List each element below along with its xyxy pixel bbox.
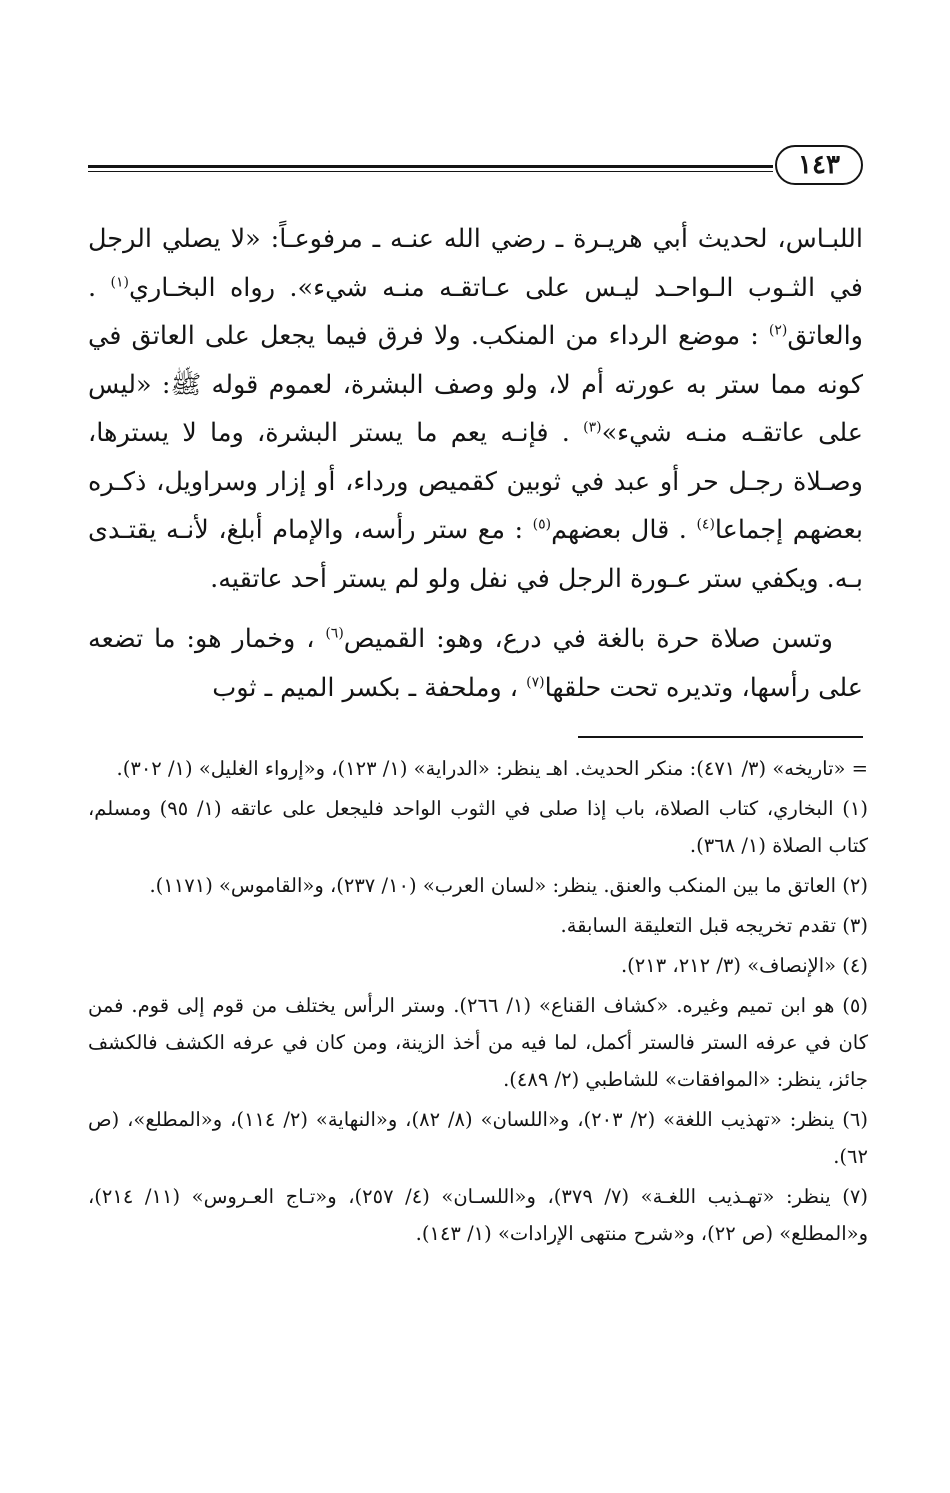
footnotes [88,750,868,1255]
main-text [88,215,863,712]
text-segment: . والعاتق [88,272,863,351]
text-segment: . فإنـه يعم ما يستر البشرة، وما لا يسترها، وصـلاة رجـل حر أو عبد في ثوبين كقميص ورداء، أو إزار وسراويل، ذكـره بعضهم إجماعا [88,418,863,545]
text-segment: : مع ستر رأسه، والإمام أبلغ، لأنـه يقتـدى بـه. ويكفي ستر عـورة الرجل في نفل ولو لم يستر أحد عاتقيه. [88,515,863,594]
footnote-ref: (٤) [696,516,715,533]
footnote-7: (٧) ينظر: «تهـذيب اللغـة» (٧/ ٣٧٩)، و«اللسـان» (٤/ ٢٥٧)، و«تـاج العـروس» (١١/ ٢١٤)، و«المطلع» (ص ٢٢)، و«شرح منتهى الإرادات» (١/ ١٤٣). [88,1185,868,1245]
footnote-4: (٤) «الإنصاف» (٣/ ٢١٢، ٢١٣). [620,954,868,977]
footnote-5: (٥) هو ابن تميم وغيره. «كشاف القناع» (١/ ٢٦٦). وستر الرأس يختلف من قوم إلى قوم. فمن كان في عرفه الستر فالستر أكمل، لما فيه من أخذ الزينة، ومن كان في عرفه الكشف فالكشف جائز، ينظر: «الموافقات» للشاطبي (٢/ ٤٨٩). [88,994,868,1091]
footnote-continuation: = «تاريخه» (٣/ ٤٧١): منكر الحديث. اهـ ينظر: «الدراية» (١/ ١٢٣)، و«إرواء الغليل» (١/ ٣٠٢). [116,757,868,780]
footnote-ref: (٣) [583,419,602,436]
footnote-ref: (١) [110,274,129,290]
paragraph [88,615,863,712]
header-rule [88,165,773,172]
text-segment: اللبـاس، لحديث أبي هريـرة ـ رضي الله عنـه ـ مرفوعـاً: «لا يصلي الرجل في الثـوب الـواحـد ليـس على عـاتقـه منـه شيء». رواه البخـاري [88,224,863,303]
text-segment: : موضع الرداء من المنكب. ولا فرق فيما يجعل على العاتق في كونه مما ستر به عورته أم لا، ولو وصف البشرة، لعموم قوله ﷺ: «ليس على عاتقـه منـه شيء» [88,321,863,448]
text-segment: وتسن صلاة حرة بالغة في درع، وهو: القميص [343,624,833,654]
footnote-separator [578,736,863,738]
paragraph [88,215,863,603]
footnote-ref: (٦) [325,625,344,642]
text-segment: ، وملحفة ـ بكسر الميم ـ ثوب [212,672,527,703]
page-number: ١٤٣ [775,145,863,185]
footnote-ref: (٢) [768,322,788,339]
footnote-ref: (٧) [526,674,545,690]
page-header [88,145,863,195]
text-segment: . قال بعضهم [551,515,697,545]
footnote-1: (١) البخاري، كتاب الصلاة، باب إذا صلى في الثوب الواحد فليجعل على عاتقه (١/ ٩٥) ومسلم، كتاب الصلاة (١/ ٣٦٨). [88,797,868,857]
footnote-3: (٣) تقدم تخريجه قبل التعليقة السابقة. [560,914,868,937]
footnote-6: (٦) ينظر: «تهذيب اللغة» (٢/ ٢٠٣)، و«اللسان» (٨/ ٨٢)، و«النهاية» (٢/ ١١٤)، و«المطلع»، (ص ٦٢). [88,1108,868,1168]
text-segment: ، وخمار هو: ما تضعه على رأسها، وتديره تحت حلقها [88,624,863,703]
footnote-ref: (٥) [532,516,552,533]
footnote-2: (٢) العاتق ما بين المنكب والعنق. ينظر: «لسان العرب» (١٠/ ٢٣٧)، و«القاموس» (١١٧١). [149,874,868,897]
